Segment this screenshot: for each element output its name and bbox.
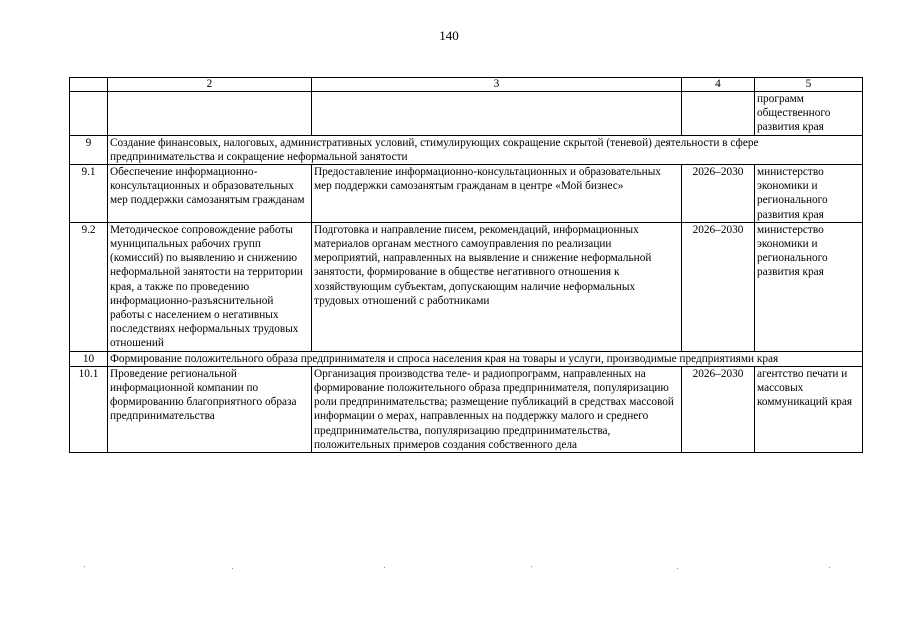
item-executor: агентство печати и массовых коммуникаций края [755, 366, 863, 452]
continuation-name-cell [108, 92, 312, 136]
section-number: 9 [70, 135, 108, 164]
item-period: 2026–2030 [682, 222, 755, 351]
table-row [70, 366, 863, 452]
column-number-5: 5 [755, 78, 863, 92]
table-row [70, 165, 863, 223]
item-name: Обеспечение информационно-консультационных и образовательных мер поддержки самозанятым гражданам [108, 165, 312, 223]
item-executor: министерство экономики и регионального развития края [755, 165, 863, 223]
item-description: Организация производства теле- и радиопрограмм, направленных на формирование положительного образа предпринимателя, популяризацию роли предпринимательства; размещение публикаций в средствах массовой информации о мерах, направленных на поддержку малого и среднего предпринимательства, популяризацию предпринимательства, положительных примеров создания собственного дела [312, 366, 682, 452]
continuation-num-cell [70, 92, 108, 136]
item-number: 9.1 [70, 165, 108, 223]
column-number-4: 4 [682, 78, 755, 92]
column-number-header-row [70, 78, 863, 92]
item-number: 10.1 [70, 366, 108, 452]
section-row [70, 351, 863, 366]
column-number-1 [70, 78, 108, 92]
item-period: 2026–2030 [682, 366, 755, 452]
continuation-executor-cell: программ общественного развития края [755, 92, 863, 136]
item-number: 9.2 [70, 222, 108, 351]
section-number: 10 [70, 351, 108, 366]
continuation-period-cell [682, 92, 755, 136]
continuation-description-cell [312, 92, 682, 136]
page-number: 140 [439, 28, 459, 43]
item-executor: министерство экономики и регионального развития края [755, 222, 863, 351]
item-name: Проведение региональной информационной компании по формированию благоприятного образа предпринимательства [108, 366, 312, 452]
measures-table [69, 77, 863, 453]
scan-speckles [0, 566, 898, 576]
item-description: Подготовка и направление писем, рекомендаций, информационных материалов органам местного самоуправления по реализации мероприятий, направленных на выявление и снижение неформальной занятости, формирование в обществе негативного отношения к хозяйствующим субъектам, допускающим наличие неформальных трудовых отношений с работниками [312, 222, 682, 351]
section-title: Формирование положительного образа предпринимателя и спроса населения края на товары и услуги, производимые предприятиями края [108, 351, 863, 366]
item-name: Методическое сопровождение работы муниципальных рабочих групп (комиссий) по выявлению и снижению неформальной занятости на территории края, а также по проведению информационно-разъяснительной работы с населением о негативных последствиях неформальных трудовых отношений [108, 222, 312, 351]
section-title: Создание финансовых, налоговых, административных условий, стимулирующих сокращение скрытой (теневой) деятельности в сфере предпринимательства и сокращение неформальной занятости [108, 135, 863, 164]
section-row [70, 135, 863, 164]
item-period: 2026–2030 [682, 165, 755, 223]
item-description: Предоставление информационно-консультационных и образовательных мер поддержки самозанятым гражданам в центре «Мой бизнес» [312, 165, 682, 223]
table-row [70, 222, 863, 351]
column-number-2: 2 [108, 78, 312, 92]
continuation-row [70, 92, 863, 136]
column-number-3: 3 [312, 78, 682, 92]
